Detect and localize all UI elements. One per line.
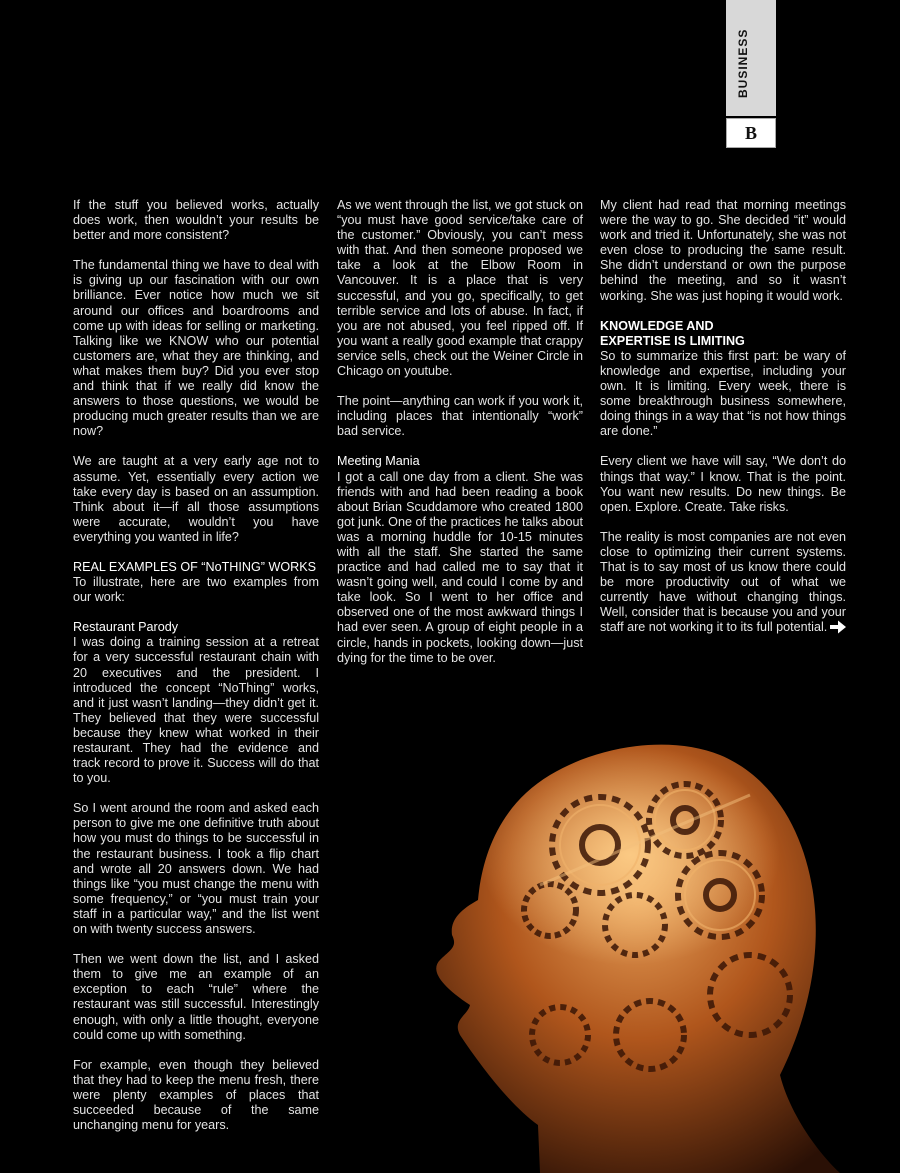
paragraph: I got a call one day from a client. She was friends with and had been reading a book about Brian Scuddamore who created 1800 got junk. One of the practices he talks about was a morning huddle for 10-15 minutes with all the staff. She started the same practice and had called me to say that it wasn’t going well, and could I come by and take look. So I went to her office and observed one of the most awkward things I had ever seen. A group of eight people in a circle, hands in pockets, looking down—just dying for the time to be over. bbox=[337, 469, 583, 665]
paragraph: The fundamental thing we have to deal with is giving up our fascination with our own brilliance. Ever notice how much we sit around our offices and boardrooms and come up with ideas for selling or marketing. Talking like we KNOW who our potential customers are, what they are thinking, and what makes them buy? Did you ever stop and think that if we really did know the answers to those questions, we would be producing much greater results than we are now? bbox=[73, 258, 319, 439]
right-arrow-icon[interactable] bbox=[829, 619, 847, 635]
section-heading: EXPERTISE IS LIMITING bbox=[600, 333, 745, 348]
head-with-gears-illustration bbox=[420, 735, 900, 1173]
section-tab-label: BUSINESS bbox=[736, 28, 750, 98]
paragraph: Every client we have will say, “We don’t do things that way.” I know. That is the point. You want new results. Do new things. Be open. Explore. Create. Take risks. bbox=[600, 454, 846, 514]
paragraph: For example, even though they believed that they had to keep the menu fresh, there were plenty examples of places that succeeded because of the same unchanging menu for years. bbox=[73, 1057, 319, 1133]
paragraph-group bbox=[600, 319, 846, 440]
paragraph-group bbox=[73, 560, 319, 605]
section-heading: REAL EXAMPLES OF “NoTHING” WORKS bbox=[73, 559, 317, 574]
article-column-3 bbox=[600, 198, 846, 650]
paragraph: My client had read that morning meetings were the way to go. She decided “it” would work and tried it. Unfortunately, she was not even close to producing the same result. She didn’t understand or own the purpose behind the meeting, and so it wasn’t working. She was just hoping it would work. bbox=[600, 198, 846, 303]
paragraph: Then we went down the list, and I asked them to give me an example of an exception to each “rule” where the restaurant was still successful. Interestingly enough, with only a little thought, everyone could come up with something. bbox=[73, 952, 319, 1042]
subheading: Meeting Mania bbox=[337, 454, 420, 469]
article-column-1 bbox=[73, 198, 319, 1148]
section-heading: KNOWLEDGE AND bbox=[600, 318, 714, 333]
paragraph: We are taught at a very early age not to assume. Yet, essentially every action we take every day is based on an assumption. Think about it—if all those assumptions were accurate, wouldn’t you have everything you wanted in life? bbox=[73, 454, 319, 544]
subheading: Restaurant Parody bbox=[73, 620, 179, 635]
section-tab-band bbox=[726, 0, 776, 116]
paragraph: If the stuff you believed works, actually does work, then wouldn’t your results be better and more consistent? bbox=[73, 198, 319, 243]
paragraph-group bbox=[337, 454, 583, 665]
paragraph: I was doing a training session at a retreat for a very successful restaurant chain with 20 executives and the president. I introduced the concept “NoThing” works, and it just wasn’t landing—they didn’t get it. They believed that they were successful because they knew what worked in their restaurant. They had the evidence and track record to prove it. Success will do that to you. bbox=[73, 635, 319, 786]
paragraph: The point—anything can work if you work it, including places that intentionally “work” bad service. bbox=[337, 394, 583, 439]
section-tab bbox=[726, 0, 776, 148]
paragraph: To illustrate, here are two examples from our work: bbox=[73, 575, 319, 605]
paragraph: So I went around the room and asked each person to give me one definitive truth about how you must do things to be successful in the restaurant business. I took a flip chart and wrote all 20 answers down. We had things like “you must change the menu with some frequency,” or “you must train your staff in a particular way,” and the list went on with twenty success answers. bbox=[73, 801, 319, 937]
paragraph: As we went through the list, we got stuck on “you must have good service/take care of the customer.” Obviously, you can’t mess with that. And then someone proposed we take a look at the Elbow Room in Vancouver. It is a place that is very successful, and you go, specifically, to get terrible service and lots of abuse. In fact, if you are not abused, you feel ripped off. If you want a really good example that crappy service sells, check out the Weiner Circle in Chicago on youtube. bbox=[337, 198, 583, 379]
article-column-2 bbox=[337, 198, 583, 681]
section-tab-letter: B bbox=[726, 118, 776, 148]
paragraph: So to summarize this first part: be wary of knowledge and expertise, including your own. It is limiting. Every week, there is some breakthrough business somewhere, doing things in a way that “is not how things are done.” bbox=[600, 348, 846, 439]
paragraph-group bbox=[73, 620, 319, 786]
paragraph: The reality is most companies are not even close to optimizing their current systems. That is to say most of us know there could be more productivity out of what we currently have without changing things. Well, consider that is because you and your staff are not working it to its full potential. bbox=[600, 529, 846, 635]
